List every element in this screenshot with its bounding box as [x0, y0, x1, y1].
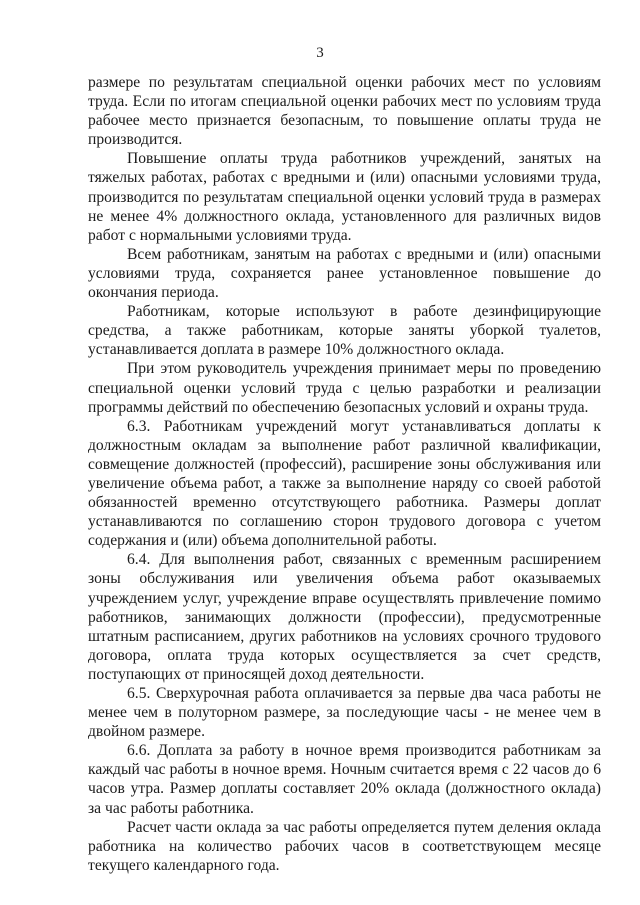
paragraph-hazard-pay-increase: Повышение оплаты труда работников учреждений, занятых на тяжелых работах, работах с вредными и (или) опасными условиями труда, производится по результатам специальной оценки условий труда в размерах не менее 4% должностного оклада, установленного для различных видов работ с нормальными условиями труда. — [88, 150, 601, 244]
paragraph-continuation: размере по результатам специальной оценки рабочих мест по условиям труда. Если по итогам специальной оценки рабочих мест по условиям труда рабочее место признается безопасным, то повышение оплаты труда не производится. — [88, 74, 601, 149]
page-number: 3 — [316, 45, 324, 61]
paragraph-disinfection-pay: Работникам, которые используют в работе дезинфицирующие средства, а также работникам, которые заняты уборкой туалетов, устанавливается доплата в размере 10% должностного оклада. — [88, 303, 601, 359]
paragraph-section-6-5: 6.5. Сверхурочная работа оплачивается за первые два часа работы не менее чем в полуторном размере, за последующие часы - не менее чем в двойном размере. — [88, 685, 601, 741]
paragraph-section-6-3: 6.3. Работникам учреждений могут устанавливаться доплаты к должностным окладам за выполнение работ различной квалификации, совмещение должностей (профессий), расширение зоны обслуживания или увеличение объема работ, а также за выполнение наряду со своей работой обязанностей временно отсутствующего работника. Размеры доплат устанавливаются по соглашению сторон трудового договора с учетом содержания и (или) объема дополнительной работы. — [88, 417, 601, 550]
paragraph-hourly-calculation: Расчет части оклада за час работы определяется путем деления оклада работника на количество рабочих часов в соответствующем месяце текущего календарного года. — [88, 818, 601, 874]
document-body — [88, 73, 601, 875]
paragraph-retained-increase: Всем работникам, занятым на работах с вредными и (или) опасными условиями труда, сохраняется ранее установленное повышение до окончания периода. — [88, 245, 601, 302]
paragraph-manager-measures: При этом руководитель учреждения принимает меры по проведению специальной оценки условий труда с целью разработки и реализации программы действий по обеспечению безопасных условий и охраны труда. — [88, 360, 601, 416]
paragraph-section-6-6: 6.6. Доплата за работу в ночное время производится работникам за каждый час работы в ночное время. Ночным считается время с 22 часов до 6 часов утра. Размер доплаты составляет 20% оклада (должностного оклада) за час работы работника. — [88, 742, 601, 817]
paragraph-section-6-4: 6.4. Для выполнения работ, связанных с временным расширением зоны обслуживания или увеличения объема работ оказываемых учреждением услуг, учреждение вправе осуществлять привлечение помимо работников, занимающих должности (профессии), предусмотренные штатным расписанием, других работников на условиях срочного трудового договора, оплата труда которых осуществляется за счет средств, поступающих от приносящей доход деятельности. — [88, 551, 601, 683]
